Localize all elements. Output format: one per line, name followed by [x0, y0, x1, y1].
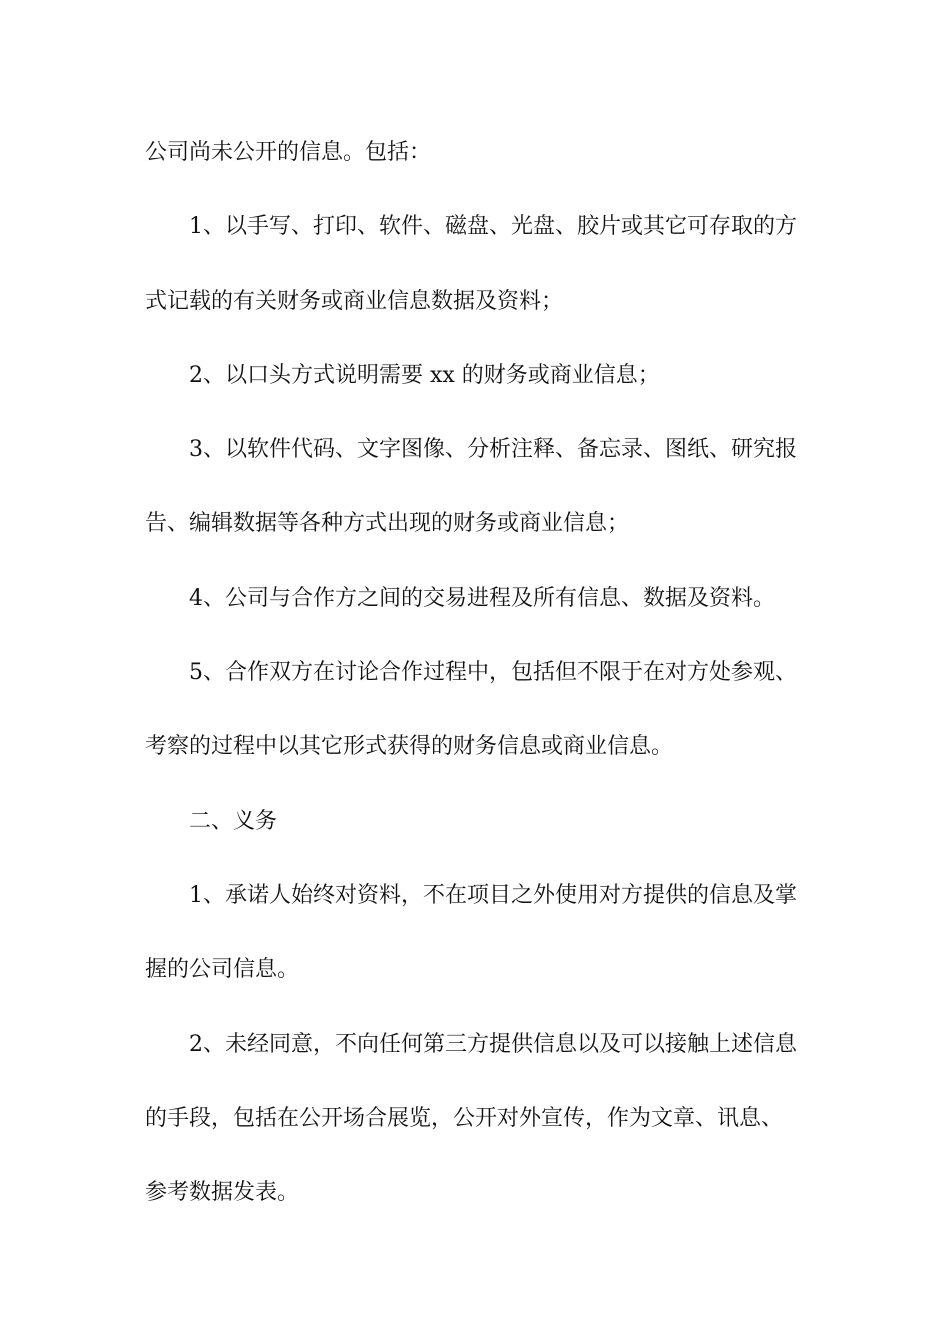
- text-line: 参考数据发表。: [145, 1180, 300, 1206]
- document-body: [145, 131, 810, 1245]
- text-line: 4、公司与合作方之间的交易进程及所有信息、数据及资料。: [189, 585, 775, 611]
- text-line: 1、以手写、打印、软件、磁盘、光盘、胶片或其它可存取的方: [189, 214, 797, 240]
- text-line: 式记载的有关财务或商业信息数据及资料；: [145, 288, 564, 314]
- text-line: 2、未经同意，不向任何第三方提供信息以及可以接触上述信息: [189, 1031, 797, 1057]
- text-line: 2、以口头方式说明需要 xx 的财务或商业信息；: [189, 362, 660, 388]
- section-heading: 二、义务: [189, 808, 278, 834]
- text-line: 考察的过程中以其它形式获得的财务信息或商业信息。: [145, 734, 674, 760]
- text-line: 告、编辑数据等各种方式出现的财务或商业信息；: [145, 511, 630, 537]
- text-line: 1、承诺人始终对资料，不在项目之外使用对方提供的信息及掌: [189, 882, 797, 908]
- text-line: 3、以软件代码、文字图像、分析注释、备忘录、图纸、研究报: [189, 437, 797, 463]
- text-line: 的手段，包括在公开场合展览，公开对外宣传，作为文章、讯息、: [145, 1105, 784, 1131]
- text-line: 握的公司信息。: [145, 957, 300, 983]
- text-line: 公司尚未公开的信息。包括：: [145, 140, 432, 165]
- text-line: 5、合作双方在讨论合作过程中，包括但不限于在对方处参观、: [189, 660, 797, 686]
